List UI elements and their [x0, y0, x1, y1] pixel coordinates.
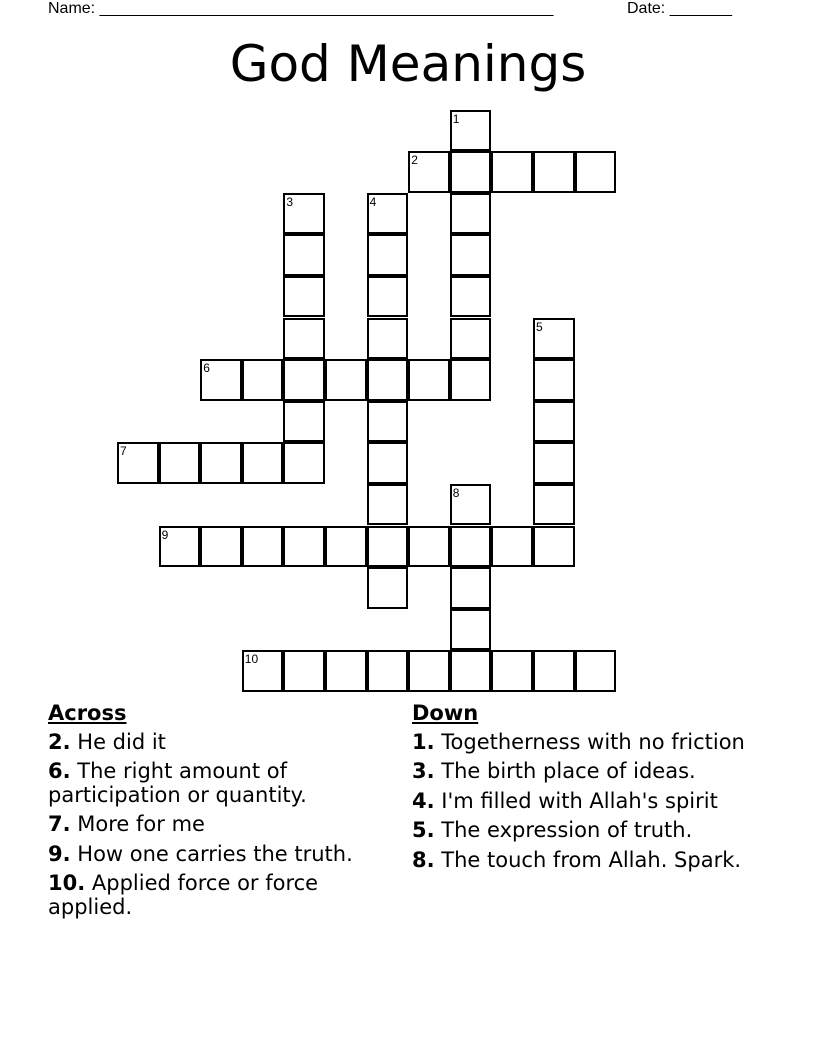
grid-cell[interactable]: [200, 526, 242, 568]
down-clues: [412, 702, 772, 878]
grid-cell[interactable]: [408, 650, 450, 692]
clue-number: 7.: [48, 812, 71, 836]
grid-cell[interactable]: [367, 234, 409, 276]
clue-number: 10.: [48, 871, 86, 895]
grid-cell[interactable]: [367, 276, 409, 318]
clue-text: The expression of truth.: [441, 818, 693, 842]
clue-number-label: 1: [452, 111, 460, 126]
across-clue-10: [48, 872, 388, 919]
clue-number-label: 10: [244, 652, 259, 667]
across-clues: [48, 702, 388, 925]
grid-cell[interactable]: [242, 526, 284, 568]
grid-cell[interactable]: [575, 151, 617, 193]
grid-cell[interactable]: [533, 526, 575, 568]
grid-cell[interactable]: [491, 151, 533, 193]
clue-text: More for me: [77, 812, 205, 836]
grid-cell[interactable]: [533, 151, 575, 193]
grid-cell[interactable]: [367, 401, 409, 443]
grid-cell[interactable]: [450, 650, 492, 692]
grid-cell[interactable]: [283, 318, 325, 360]
across-clue-7: [48, 813, 388, 837]
down-clue-8: [412, 849, 772, 873]
grid-cell[interactable]: [408, 526, 450, 568]
down-clue-4: [412, 790, 772, 814]
clue-text: The right amount of participation or quantity.: [48, 759, 307, 807]
across-clue-9: [48, 843, 388, 867]
grid-cell[interactable]: [200, 442, 242, 484]
date-field: Date: _______: [627, 0, 732, 17]
down-clue-5: [412, 819, 772, 843]
clue-text: Applied force or force applied.: [48, 871, 319, 919]
clue-text: He did it: [77, 729, 166, 754]
grid-cell[interactable]: [367, 650, 409, 692]
grid-cell[interactable]: [283, 234, 325, 276]
across-clue-6: [48, 760, 388, 807]
clue-number-label: 5: [536, 319, 543, 334]
grid-cell[interactable]: [242, 359, 284, 401]
page-title: God Meanings: [229, 35, 587, 93]
clue-text: The birth place of ideas.: [441, 759, 696, 783]
across-heading: Across: [48, 701, 127, 725]
clue-text: The touch from Allah. Spark.: [441, 847, 742, 872]
grid-cell[interactable]: [283, 526, 325, 568]
grid-cell[interactable]: [450, 526, 492, 568]
grid-cell[interactable]: [325, 526, 367, 568]
clue-text: I'm filled with Allah's spirit: [441, 788, 718, 813]
grid-cell[interactable]: [367, 567, 409, 609]
clue-number-label: 3: [286, 194, 294, 209]
grid-cell[interactable]: [283, 359, 325, 401]
grid-cell[interactable]: [533, 442, 575, 484]
clue-number-label: 7: [120, 444, 127, 459]
grid-cell[interactable]: [325, 359, 367, 401]
clue-number-label: 8: [452, 485, 460, 500]
clue-number: 3.: [412, 759, 435, 783]
grid-cell[interactable]: [283, 442, 325, 484]
grid-cell[interactable]: [283, 401, 325, 443]
grid-cell[interactable]: [533, 484, 575, 526]
grid-cell[interactable]: [408, 359, 450, 401]
clue-number-label: 4: [369, 194, 377, 209]
grid-cell[interactable]: [283, 276, 325, 318]
grid-cell[interactable]: [283, 650, 325, 692]
clue-number-label: 6: [203, 361, 210, 376]
grid-cell[interactable]: [450, 567, 492, 609]
clue-number: 2.: [48, 729, 71, 754]
grid-cell[interactable]: [491, 526, 533, 568]
grid-cell[interactable]: [491, 650, 533, 692]
clue-number-label: 9: [161, 527, 169, 542]
grid-cell[interactable]: [450, 234, 492, 276]
down-heading: Down: [412, 701, 479, 725]
grid-cell[interactable]: [533, 359, 575, 401]
grid-cell[interactable]: [325, 650, 367, 692]
grid-cell[interactable]: [450, 318, 492, 360]
grid-cell[interactable]: [367, 359, 409, 401]
name-field: Name: ___________________________________________________: [48, 0, 554, 17]
grid-cell[interactable]: [367, 484, 409, 526]
grid-cell[interactable]: [450, 359, 492, 401]
grid-cell[interactable]: [367, 526, 409, 568]
clue-text: Togetherness with no friction: [441, 729, 745, 754]
down-clue-3: [412, 760, 772, 784]
down-clue-1: [412, 731, 772, 755]
across-clue-2: [48, 731, 388, 755]
grid-cell[interactable]: [242, 442, 284, 484]
grid-cell[interactable]: [367, 442, 409, 484]
grid-cell[interactable]: [159, 442, 201, 484]
grid-cell[interactable]: [533, 650, 575, 692]
grid-cell[interactable]: [367, 318, 409, 360]
clue-number: 9.: [48, 841, 71, 866]
grid-cell[interactable]: [450, 276, 492, 318]
clue-number: 1.: [412, 729, 435, 754]
grid-cell[interactable]: [450, 151, 492, 193]
clue-number-label: 2: [411, 153, 418, 168]
grid-cell[interactable]: [450, 193, 492, 235]
grid-cell[interactable]: [575, 650, 617, 692]
clue-number: 6.: [48, 759, 71, 783]
clue-number: 4.: [412, 788, 435, 813]
clue-number: 5.: [412, 818, 435, 842]
grid-cell[interactable]: [450, 609, 492, 651]
grid-cell[interactable]: [533, 401, 575, 443]
clue-text: How one carries the truth.: [77, 841, 353, 866]
clue-number: 8.: [412, 847, 435, 872]
